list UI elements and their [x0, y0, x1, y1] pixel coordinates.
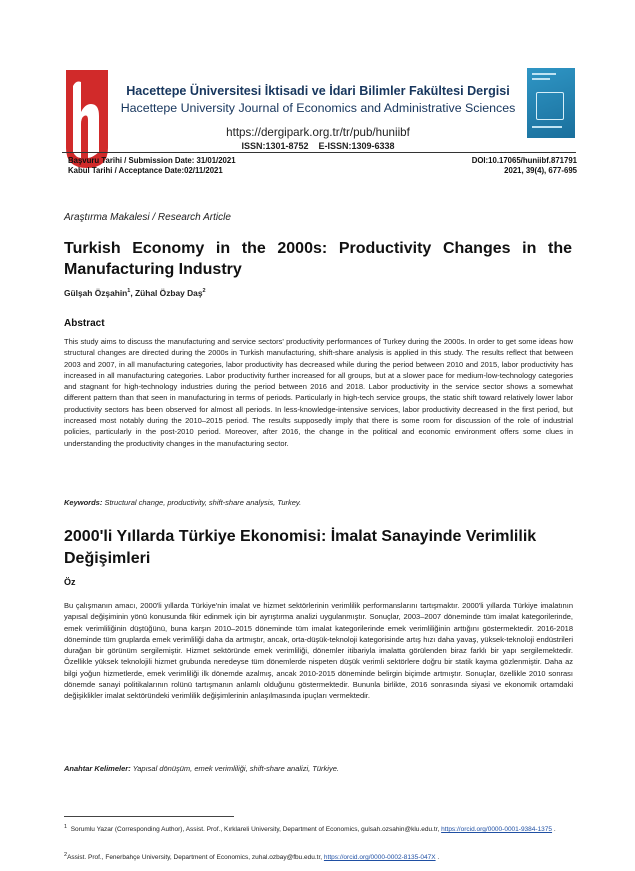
oz-heading: Öz [64, 577, 76, 587]
anahtar-values: Yapısal dönüşüm, emek verimliliği, shift-share analizi, Türkiye. [132, 764, 339, 773]
oz-text: Bu çalışmanın amacı, 2000'li yıllarda Türkiye'nin imalat ve hizmet sektörlerinin verimlilik performanslarını tartışmaktır. 2000'li yıllarda Türkiye imalatının yapısal değişiminin yönü konusunda fikir edinmek için bir ayrıştırma analizi uygulanmıştır. Sonuçlar, 2003–2007 döneminde tüm imalat kategorilerinde, emek verimliliğinin düştüğünü, buna karşın 2010–2015 döneminde tüm imalat kategorilerinde emek verimliliğinin arttığını göstermektedir. 2016-2018 döneminde tüm gruplarda emek verimliliği daha da artmıştır, ancak, orta-düşük-teknoloji kategorisinde artış hızı daha yavaş, yüksek-teknoloji endüstrileri durağan bir görünüm sergilemiştir. Hizmet sektöründe emek verimliliği, dönemler itibariyla imalatta görülenden biraz farklı bir yapı sergilemektedir. Özellikle yüksek teknolojili hizmet grubunda neredeyse tüm dönemlerde nispeten düşük verimli sektörlere doğru bir statik kayma gözlenmiştir. Daha az bilgi yoğun hizmetlerde, emek verimliliği ilk dönemde azalmış, ancak 2010-2015 döneminde belirgin biçimde artmıştır. Sonuçlar, özellikle 2010 sonrası dönemde sanayi politikalarının rolünü tartışmanın anlamlı olduğunu göstermektedir. Bununla birlikte, 2016 sonrasında siyasi ve ekonomik ortamdaki değişiklikler imalat sektöründeki verimlilik değişimlerinin anlaşılmasında ipuçları vermektedir. [64, 601, 573, 701]
keywords [64, 498, 573, 507]
footnote-2-number: 2 [64, 852, 68, 858]
anahtar-label: Anahtar Kelimeler: [64, 764, 131, 773]
keywords-values: Structural change, productivity, shift-share analysis, Turkey. [104, 498, 302, 507]
article-title-turkish: 2000'li Yıllarda Türkiye Ekonomisi: İmalat Sanayinde Verimlilik Değişimleri [64, 528, 537, 567]
footnote-2-text: Assist. Prof., Fenerbahçe University, Department of Economics, zuhal.ozbay@fbu.edu.tr, [67, 854, 323, 862]
keywords-label: Keywords: [64, 498, 103, 507]
doi: DOI:10.17065/huniibf.871791 [471, 156, 577, 165]
volume-pages: 2021, 39(4), 677-695 [504, 166, 577, 175]
footnote-1: $^1$ Sorumlu Yazar (Corresponding Author), Assist. Prof., Kırklareli University, Department of Economics, gulsah.ozsahin@klu.edu.tr, https://orcid.org/0000-0001-9384-1375 . [64, 824, 556, 834]
author-1-note: 1 [127, 288, 131, 295]
journal-cover-icon [527, 68, 575, 138]
footnote-1-orcid-link[interactable]: https://orcid.org/0000-0001-9384-1375 [441, 826, 553, 834]
author-2: Zühal Özbay Daş [135, 288, 203, 298]
issn-line [116, 141, 520, 151]
header-rule [62, 152, 576, 153]
article-title-english: Turkish Economy in the 2000s: Productivity Changes in the Manufacturing Industry [64, 240, 572, 278]
footnote-2-orcid-link[interactable]: https://orcid.org/0000-0002-8135-047X [323, 854, 436, 862]
authors: Gülşah Özşahin$^1$, Zühal Özbay Daş$^2$ [64, 288, 206, 298]
abstract-text: This study aims to discuss the manufacturing and service sectors' productivity performances of Turkey during the 2000s. In order to get some ideas how structural changes are directed during the 2000s in Turkish manufacturing, shift-share analysis is applied in this study. The results reflect that between 2003 and 2007, in all manufacturing categories, labor productivity has decreased while during the period between 2010 and 2015, labor productivity has increased in all manufacturing categories. Labor productivity further increased for all groups, but at a slower pace for medium-low-technology categories and stagnant for high-technology industries during the period between 2016 and 2018. Labor productivity in the service sector shows a somewhat different pattern than that seen in manufacturing in terms of periods. Particularly in high-tech service groups, the static shift toward relatively lower labor productivity sectors has been observed for almost all periods. In less-knowledge-intensive services, labor productivity decreased in the first period, but increased most notably during the 2010–2015 period. The results supposedly imply that there is some room for discussion of the role of industrial policies, particularly in the post-2010 period. Moreover, after 2016, the change in the political and economic environment offers some clues in understanding the productivity changes in the manufacturing sector. [64, 337, 573, 448]
footnote-rule [64, 816, 234, 817]
journal-title-english: Hacettepe University Journal of Economics and Administrative Sciences [120, 101, 516, 115]
journal-title-turkish: Hacettepe Üniversitesi İktisadi ve İdari Bilimler Fakültesi Dergisi [126, 84, 510, 98]
acceptance-date: Kabul Tarihi / Acceptance Date:02/11/2021 [68, 166, 223, 175]
author-1: Gülşah Özşahin [64, 288, 128, 298]
footnote-2: $^2$Assist. Prof., Fenerbahçe University, Department of Economics, zuhal.ozbay@fbu.edu.tr, https://orcid.org/0000-0002-8135-047X . [64, 852, 440, 862]
article-type: Araştırma Makalesi / Research Article [64, 212, 231, 223]
eissn: E-ISSN:1309-6338 [318, 141, 395, 151]
abstract-heading: Abstract [64, 318, 105, 329]
author-2-note: 2 [202, 288, 206, 295]
footnote-1-number: 1 [64, 824, 68, 830]
submission-date: Başvuru Tarihi / Submission Date: 31/01/2021 [68, 156, 236, 165]
hacettepe-logo-icon [62, 68, 112, 170]
anahtar-kelimeler [64, 764, 573, 773]
journal-url-link[interactable]: https://dergipark.org.tr/tr/pub/huniibf [226, 126, 410, 139]
footnote-1-text: Sorumlu Yazar (Corresponding Author), Assist. Prof., Kırklareli University, Department of Economics, gulsah.ozsahin@klu.edu.tr, [70, 826, 440, 834]
issn: ISSN:1301-8752 [241, 141, 309, 151]
